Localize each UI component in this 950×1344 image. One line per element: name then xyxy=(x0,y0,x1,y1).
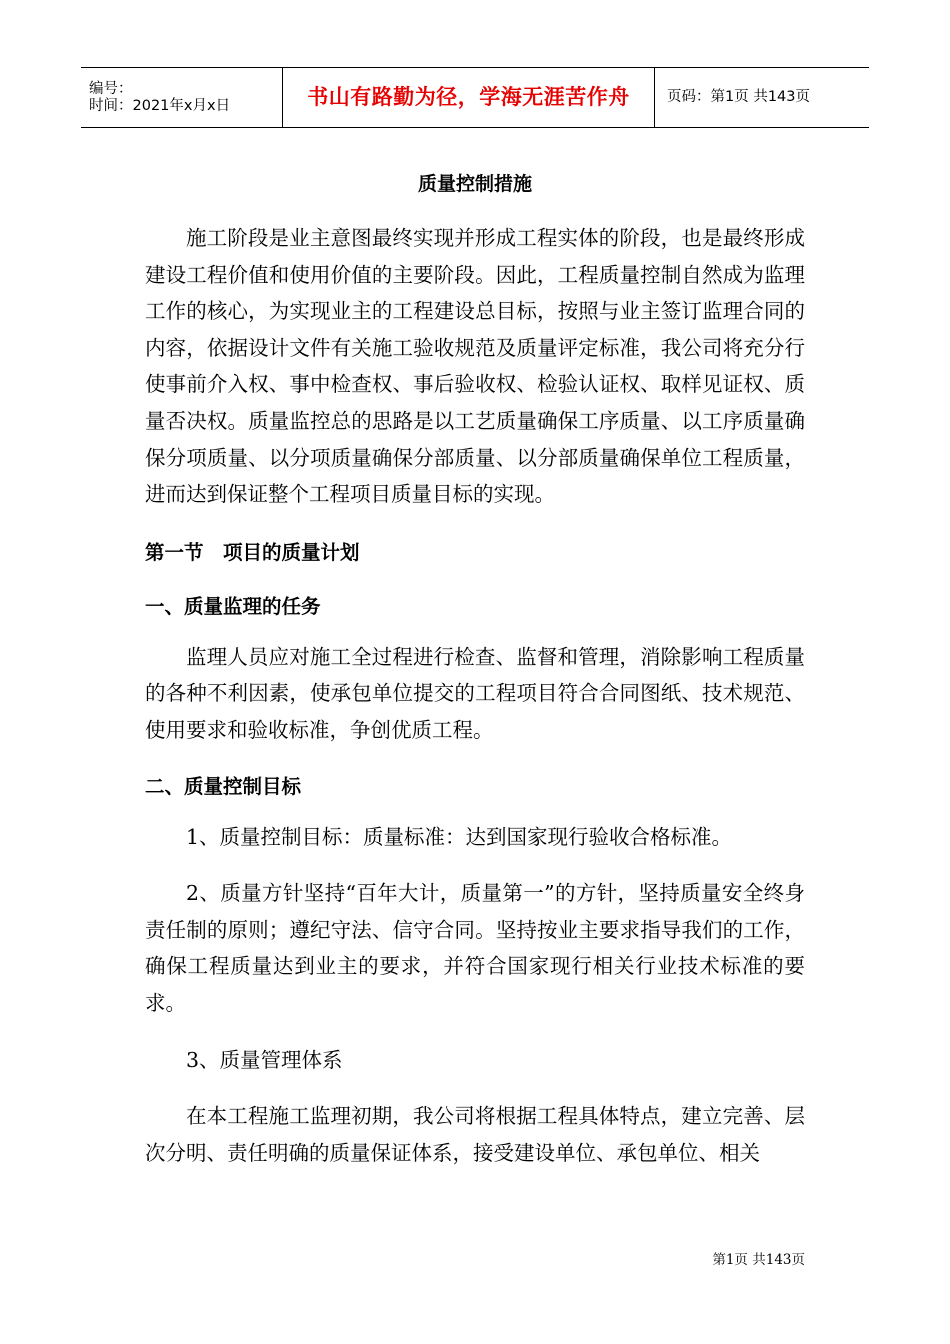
subsection-heading-2: 二、质量控制目标 xyxy=(145,774,302,798)
document-title: 质量控制措施 xyxy=(417,173,532,195)
page-header xyxy=(81,67,869,128)
intro-paragraph: 施工阶段是业主意图最终实现并形成工程实体的阶段，也是最终形成建设工程价值和使用价值的主要阶段。因此，工程质量控制自然成为监理工作的核心，为实现业主的工程建设总目标，按照与业主签订监理合同的内容，依据设计文件有关施工验收规范及质量评定标准，我公司将充分行使事前介入权、事中检查权、事后验收权、检验认证权、取样见证权、质量否决权。质量监控总的思路是以工艺质量确保工序质量、以工序质量确保分项质量、以分项质量确保分部质量、以分部质量确保单位工程质量，进而达到保证整个工程项目质量目标的实现。 xyxy=(145,226,805,507)
goal-item-1: 1、质量控制目标：质量标准：达到国家现行验收合格标准。 xyxy=(186,824,733,849)
goal-item-3: 3、质量管理体系 xyxy=(186,1047,343,1072)
section-heading: 第一节 项目的质量计划 xyxy=(145,540,360,564)
header-page-info: 页码：第1页 共143页 xyxy=(667,89,811,105)
header-motto: 书山有路勤为径，学海无涯苦作舟 xyxy=(282,68,655,127)
page-footer: 第1页 共143页 xyxy=(712,1252,805,1268)
number-label: 编号： xyxy=(89,80,133,97)
system-paragraph: 在本工程施工监理初期，我公司将根据工程具体特点，建立完善、层次分明、责任明确的质量保证体系，接受建设单位、承包单位、相关 xyxy=(145,1104,805,1165)
time-label: 时间：2021年x月x日 xyxy=(89,97,231,114)
subsection-heading-1: 一、质量监理的任务 xyxy=(145,594,321,618)
goal-item-2: 2、质量方针坚持“百年大计，质量第一”的方针，坚持质量安全终身责任制的原则；遵纪守法、信守合同。坚持按业主要求指导我们的工作，确保工程质量达到业主的要求，并符合国家现行相关行业技术标准的要求。 xyxy=(145,881,805,1015)
task-paragraph: 监理人员应对施工全过程进行检查、监督和管理，消除影响工程质量的各种不利因素，使承包单位提交的工程项目符合合同图纸、技术规范、使用要求和验收标准，争创优质工程。 xyxy=(145,644,805,742)
document-body xyxy=(145,170,805,1171)
header-meta xyxy=(81,68,282,127)
